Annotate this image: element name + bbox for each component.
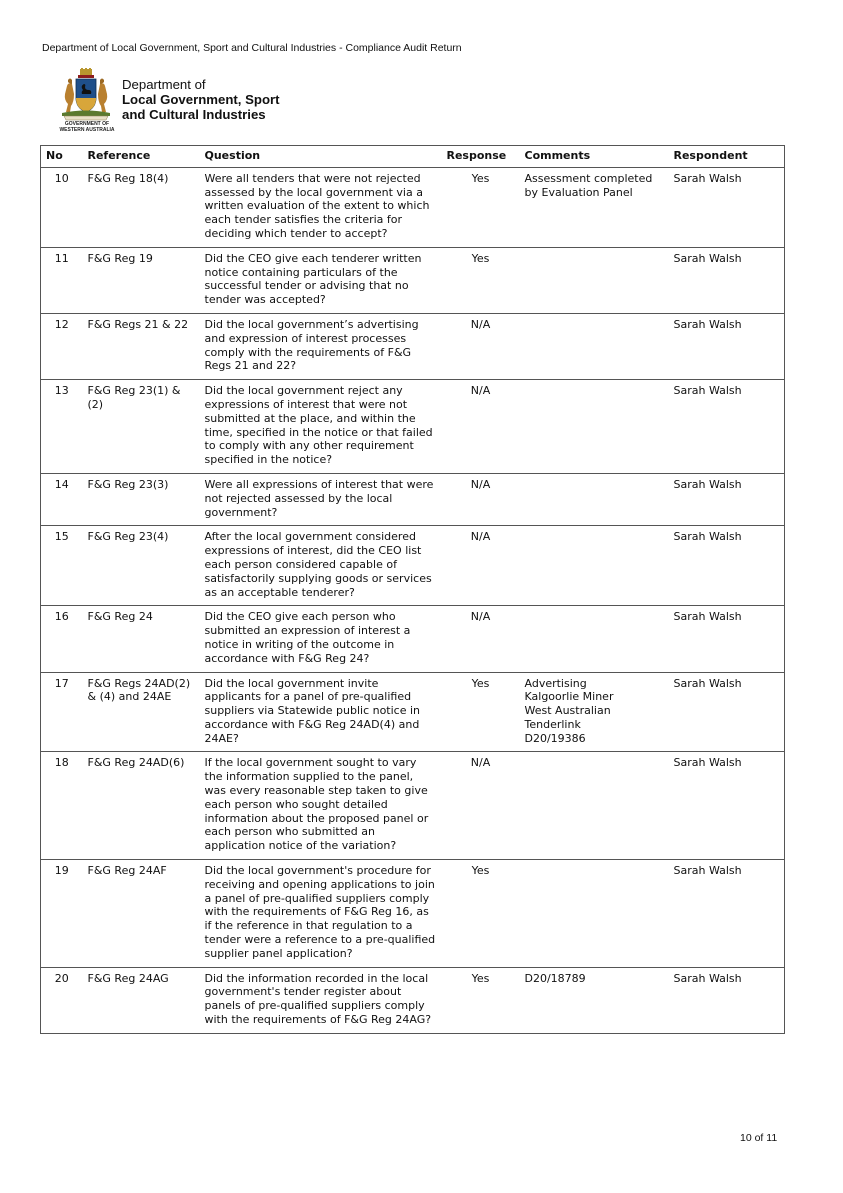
row-respondent: Sarah Walsh xyxy=(669,167,785,247)
row-question: Did the local government reject any expressions of interest that were not submitted at the place, and within the time, specified in the notice or that failed to comply with any other requirement specified in the notice? xyxy=(200,380,442,474)
row-comments xyxy=(520,473,669,525)
row-response: Yes xyxy=(442,247,520,313)
row-comments xyxy=(520,526,669,606)
header-comments: Comments xyxy=(520,146,669,168)
row-reference: F&G Reg 24 xyxy=(83,606,200,672)
crest-caption: GOVERNMENT OF WESTERN AUSTRALIA xyxy=(59,121,115,133)
row-response: Yes xyxy=(442,672,520,752)
row-comments xyxy=(520,313,669,379)
row-response: N/A xyxy=(442,313,520,379)
row-question: Did the CEO give each person who submitted an expression of interest a notice in writing of the outcome in accordance with F&G Reg 24? xyxy=(200,606,442,672)
row-no: 16 xyxy=(41,606,83,672)
table-row xyxy=(41,967,785,1033)
row-comments xyxy=(520,247,669,313)
header-no: No xyxy=(41,146,83,168)
row-no: 14 xyxy=(41,473,83,525)
row-response: Yes xyxy=(442,967,520,1033)
row-respondent: Sarah Walsh xyxy=(669,247,785,313)
row-respondent: Sarah Walsh xyxy=(669,967,785,1033)
department-logo xyxy=(50,68,310,136)
table-row xyxy=(41,752,785,860)
row-respondent: Sarah Walsh xyxy=(669,313,785,379)
row-respondent: Sarah Walsh xyxy=(669,526,785,606)
row-reference: F&G Reg 23(1) & (2) xyxy=(83,380,200,474)
row-no: 10 xyxy=(41,167,83,247)
row-no: 19 xyxy=(41,860,83,968)
row-reference: F&G Reg 18(4) xyxy=(83,167,200,247)
row-question: Did the local government's procedure for receiving and opening applications to join a panel of pre-qualified suppliers comply with the requirements of F&G Reg 16, as if the reference in that regulation to a tender were a reference to a pre-qualified supplier panel application? xyxy=(200,860,442,968)
row-question: Did the information recorded in the local government's tender register about panels of pre-qualified suppliers comply with the requirements of F&G Reg 24AG? xyxy=(200,967,442,1033)
row-respondent: Sarah Walsh xyxy=(669,752,785,860)
row-respondent: Sarah Walsh xyxy=(669,606,785,672)
row-no: 13 xyxy=(41,380,83,474)
row-no: 15 xyxy=(41,526,83,606)
row-response: N/A xyxy=(442,380,520,474)
table-row xyxy=(41,860,785,968)
row-response: N/A xyxy=(442,606,520,672)
row-respondent: Sarah Walsh xyxy=(669,860,785,968)
row-response: Yes xyxy=(442,860,520,968)
header-respondent: Respondent xyxy=(669,146,785,168)
row-no: 18 xyxy=(41,752,83,860)
row-comments: Assessment completed by Evaluation Panel xyxy=(520,167,669,247)
page-number: 10 of 11 xyxy=(740,1132,778,1144)
row-question: Did the local government invite applicants for a panel of pre-qualified suppliers via Statewide public notice in accordance with F&G Reg 24AD(4) and 24AE? xyxy=(200,672,442,752)
row-comments xyxy=(520,380,669,474)
row-comments xyxy=(520,860,669,968)
table-row xyxy=(41,247,785,313)
row-question: If the local government sought to vary the information supplied to the panel, was every reasonable step taken to give each person who sought detailed information about the proposed panel or each person who submitted an application notice of the variation? xyxy=(200,752,442,860)
header-response: Response xyxy=(442,146,520,168)
table-row xyxy=(41,672,785,752)
row-reference: F&G Regs 24AD(2) & (4) and 24AE xyxy=(83,672,200,752)
table-row xyxy=(41,606,785,672)
row-comments: Advertising Kalgoorlie Miner West Australian Tenderlink D20/19386 xyxy=(520,672,669,752)
table-row xyxy=(41,380,785,474)
row-respondent: Sarah Walsh xyxy=(669,672,785,752)
row-reference: F&G Reg 23(4) xyxy=(83,526,200,606)
row-question: After the local government considered expressions of interest, did the CEO list each person considered capable of satisfactorily supplying goods or services as an acceptable tenderer? xyxy=(200,526,442,606)
row-reference: F&G Reg 24AG xyxy=(83,967,200,1033)
row-comments xyxy=(520,606,669,672)
row-reference: F&G Regs 21 & 22 xyxy=(83,313,200,379)
row-no: 20 xyxy=(41,967,83,1033)
compliance-audit-table xyxy=(40,145,785,1034)
table-row xyxy=(41,473,785,525)
dept-line-2: Local Government, Sport xyxy=(122,92,280,107)
row-no: 12 xyxy=(41,313,83,379)
row-reference: F&G Reg 19 xyxy=(83,247,200,313)
row-no: 11 xyxy=(41,247,83,313)
table-row xyxy=(41,313,785,379)
row-question: Were all expressions of interest that were not rejected assessed by the local government? xyxy=(200,473,442,525)
row-response: N/A xyxy=(442,752,520,860)
header-reference: Reference xyxy=(83,146,200,168)
running-header: Department of Local Government, Sport and Cultural Industries - Compliance Audit Return xyxy=(42,42,462,54)
department-name xyxy=(122,77,280,122)
row-question: Were all tenders that were not rejected assessed by the local government via a written evaluation of the extent to which each tender satisfies the criteria for deciding which tender to accept? xyxy=(200,167,442,247)
row-comments: D20/18789 xyxy=(520,967,669,1033)
row-no: 17 xyxy=(41,672,83,752)
table-row xyxy=(41,167,785,247)
row-response: N/A xyxy=(442,526,520,606)
header-question: Question xyxy=(200,146,442,168)
row-question: Did the local government’s advertising and expression of interest processes comply with the requirements of F&G Regs 21 and 22? xyxy=(200,313,442,379)
dept-line-3: and Cultural Industries xyxy=(122,107,266,122)
row-reference: F&G Reg 23(3) xyxy=(83,473,200,525)
row-response: N/A xyxy=(442,473,520,525)
wa-coat-of-arms-icon xyxy=(50,68,122,124)
row-reference: F&G Reg 24AF xyxy=(83,860,200,968)
row-respondent: Sarah Walsh xyxy=(669,380,785,474)
dept-line-1: Department of xyxy=(122,77,206,92)
row-respondent: Sarah Walsh xyxy=(669,473,785,525)
row-comments xyxy=(520,752,669,860)
table-row xyxy=(41,526,785,606)
row-response: Yes xyxy=(442,167,520,247)
table-header-row xyxy=(41,146,785,168)
row-question: Did the CEO give each tenderer written notice containing particulars of the successful tender or advising that no tender was accepted? xyxy=(200,247,442,313)
row-reference: F&G Reg 24AD(6) xyxy=(83,752,200,860)
